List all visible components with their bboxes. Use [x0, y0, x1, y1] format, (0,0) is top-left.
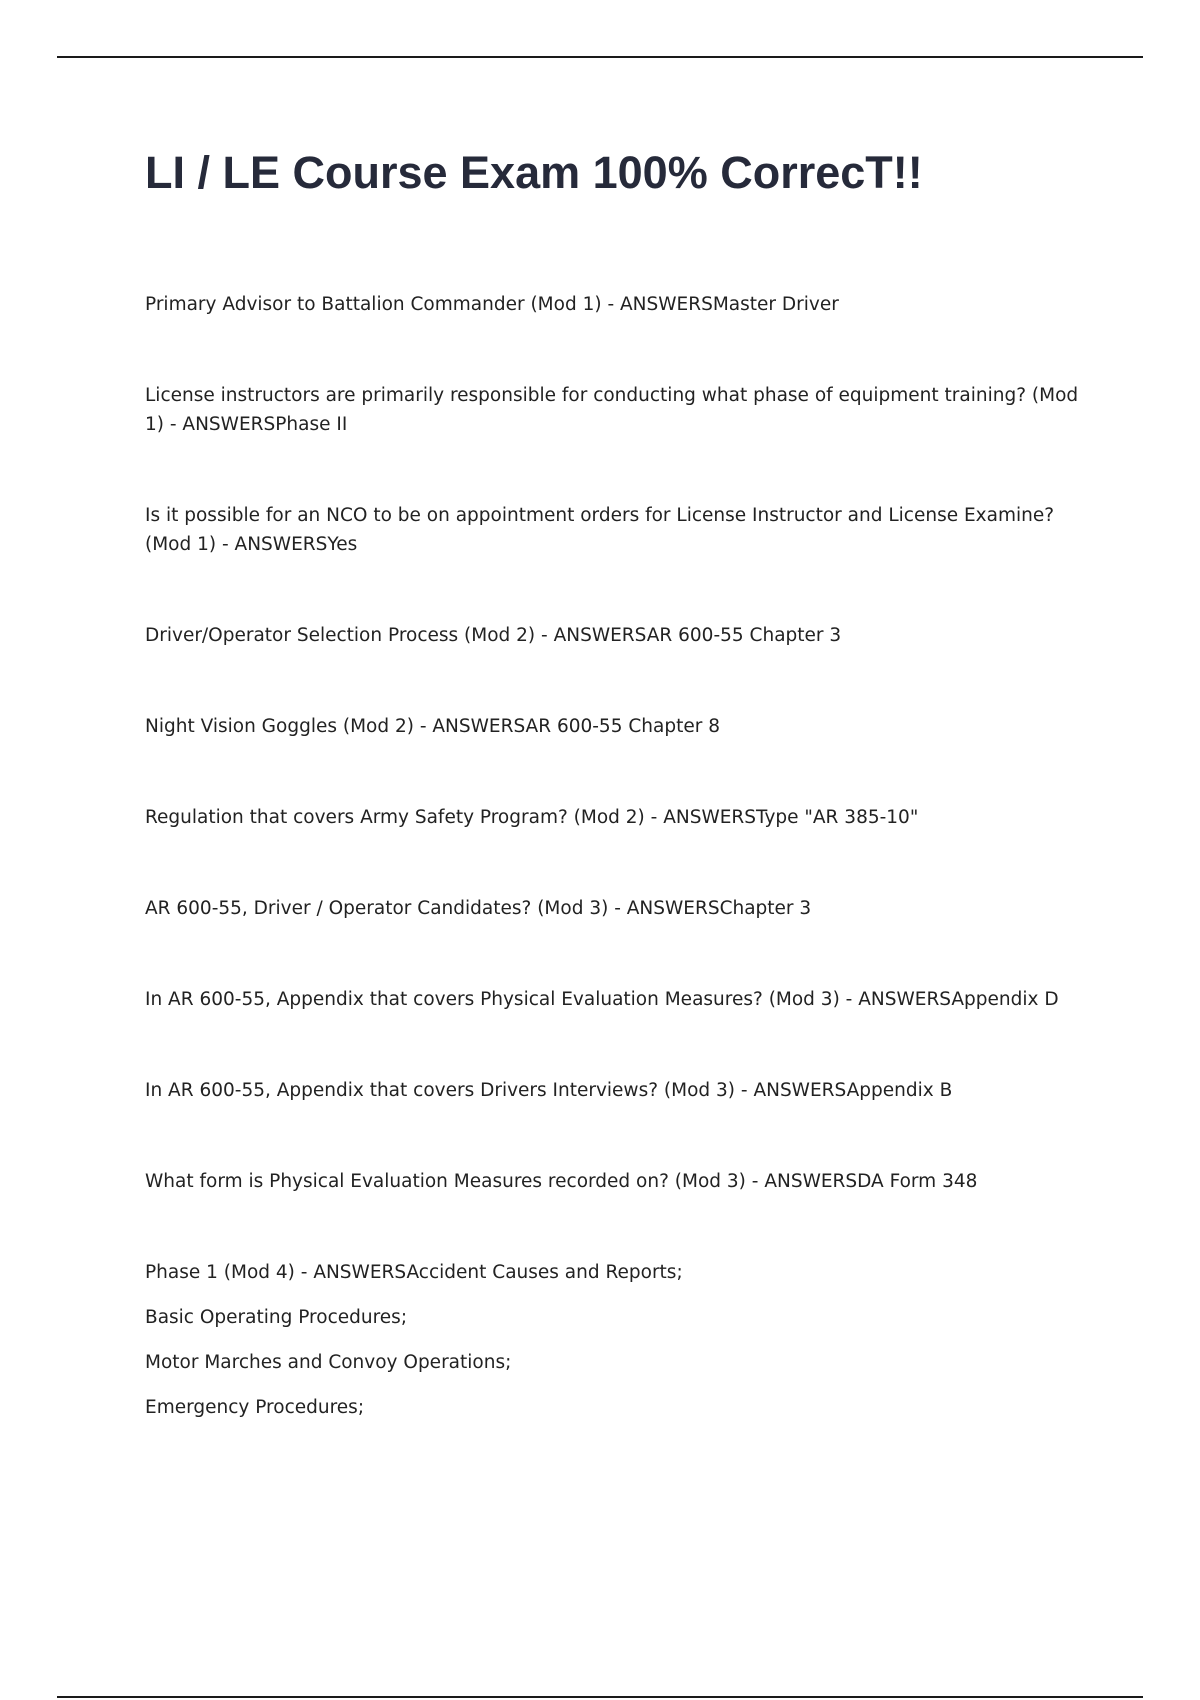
qa-item: License instructors are primarily responsible for conducting what phase of equipment training? (Mod 1) - ANSWERSPhase II [145, 385, 1079, 435]
qa-item: Primary Advisor to Battalion Commander (Mod 1) - ANSWERSMaster Driver [145, 294, 839, 315]
qa-item: AR 600-55, Driver / Operator Candidates? (Mod 3) - ANSWERSChapter 3 [145, 898, 812, 919]
answer-continuation-line: Basic Operating Procedures; [145, 1307, 408, 1328]
qa-list [145, 290, 1090, 1422]
qa-item: In AR 600-55, Appendix that covers Drivers Interviews? (Mod 3) - ANSWERSAppendix B [145, 1080, 953, 1101]
bottom-divider [57, 1696, 1143, 1698]
answer-continuation-line: Emergency Procedures; [145, 1397, 365, 1418]
qa-item: Night Vision Goggles (Mod 2) - ANSWERSAR 600-55 Chapter 8 [145, 716, 720, 737]
page-title: LI / LE Course Exam 100% CorrecT!! [145, 147, 923, 198]
qa-item: In AR 600-55, Appendix that covers Physical Evaluation Measures? (Mod 3) - ANSWERSAppendix D [145, 989, 1059, 1010]
qa-item: What form is Physical Evaluation Measures recorded on? (Mod 3) - ANSWERSDA Form 348 [145, 1171, 978, 1192]
qa-item: Driver/Operator Selection Process (Mod 2) - ANSWERSAR 600-55 Chapter 3 [145, 625, 842, 646]
qa-item: Phase 1 (Mod 4) - ANSWERSAccident Causes and Reports; [145, 1262, 683, 1283]
top-divider [57, 56, 1143, 58]
qa-item: Is it possible for an NCO to be on appointment orders for License Instructor and License Examine? (Mod 1) - ANSWERSYes [145, 505, 1055, 555]
answer-continuation-line: Motor Marches and Convoy Operations; [145, 1352, 512, 1373]
qa-item: Regulation that covers Army Safety Program? (Mod 2) - ANSWERSType "AR 385-10" [145, 807, 919, 828]
